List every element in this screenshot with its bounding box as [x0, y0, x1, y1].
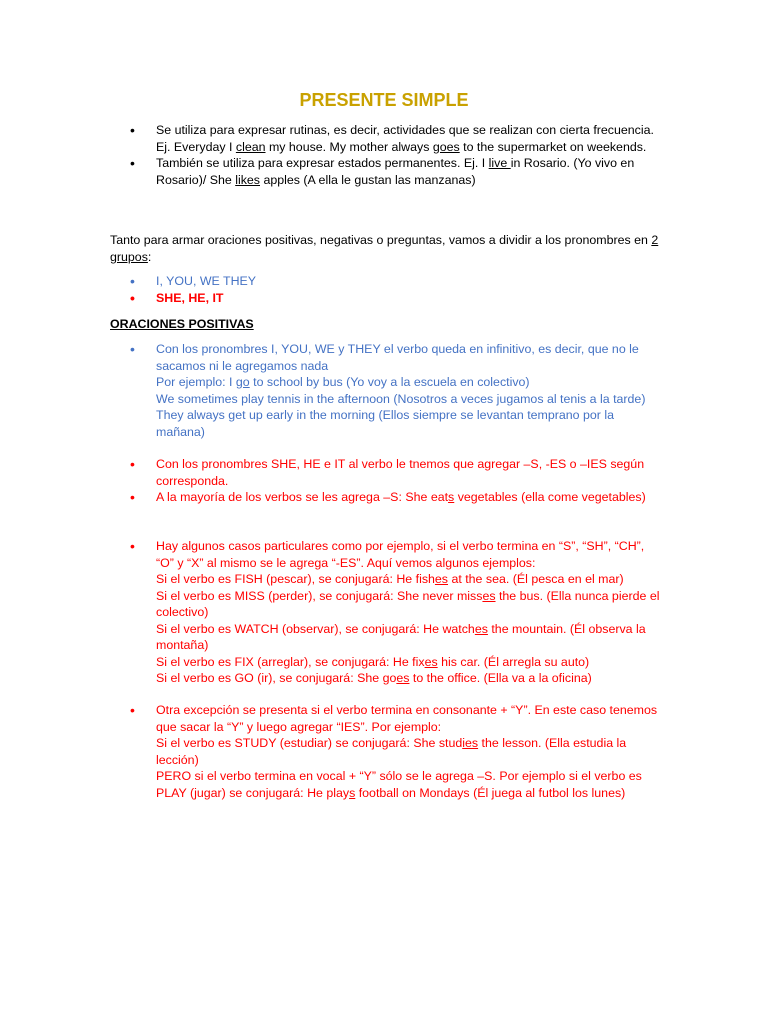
group-item-2: • SHE, HE, IT [130, 290, 665, 307]
list-item: • Otra excepción se presenta si el verbo termina en consonante + “Y”. En este caso tenemos que sacar la “Y” y luego agregar “IES”. Por ejemplo: Si el verbo es STUDY (estudiar) se conjugará: She studies the lesson. (Ella estudia la lección) PERO si el verbo termina en vocal + “Y” sólo se le agrega –S. Por ejemplo si el verbo es PLAY (jugar) se conjugará: He plays football on Mondays (Él juega al futbol los lunes) [130, 702, 665, 801]
list-item: • Con los pronombres SHE, HE e IT al verbo le tnemos que agregar –S, -ES o –IES según corresponda. [130, 456, 665, 489]
groups-list [130, 273, 665, 306]
positivas-red-list [130, 456, 665, 506]
list-item: • Se utiliza para expresar rutinas, es decir, actividades que se realizan con cierta frecuencia. Ej. Everyday I clean my house. My mother always goes to the supermarket on weekends. [130, 122, 665, 155]
intro-list [130, 122, 665, 188]
list-item: • Con los pronombres I, YOU, WE y THEY el verbo queda en infinitivo, es decir, que no le sacamos ni le agregamos nada Por ejemplo: I go to school by bus (Yo voy a la escuela en colectivo) We sometimes play tennis in the afternoon (Nosotros a veces jugamos al tenis a la tarde) They always get up early in the morning (Ellos siempre se levantan temprano por la mañana) [130, 341, 665, 440]
list-item: • A la mayoría de los verbos se les agrega –S: She eats vegetables (ella come vegetables) [130, 489, 665, 506]
section-heading: ORACIONES POSITIVAS [110, 317, 254, 331]
page-title: PRESENTE SIMPLE [299, 90, 469, 110]
positivas-blue-list [130, 341, 665, 440]
ies-rules-list [130, 702, 665, 801]
groups-intro: Tanto para armar oraciones positivas, negativas o preguntas, vamos a dividir a los pronombres en 2 grupos: [110, 233, 659, 264]
group-item-1: • I, YOU, WE THEY [130, 273, 665, 290]
list-item: • Hay algunos casos particulares como por ejemplo, si el verbo termina en “S”, “SH”, “CH”, “O” y “X” al mismo se le agrega “-ES”. Aquí vemos algunos ejemplos: Si el verbo es FISH (pescar), se conjugará: He fishes at the sea. (Él pesca en el mar) Si el verbo es MISS (perder), se conjugará: She never misses the bus. (Ella nunca pierde el colectivo) Si el verbo es WATCH (observar), se conjugará: He watches the mountain. (Él observa la montaña) Si el verbo es FIX (arreglar), se conjugará: He fixes his car. (Él arregla su auto) Si el verbo es GO (ir), se conjugará: She goes to the office. (Ella va a la oficina) [130, 538, 665, 687]
list-item: • También se utiliza para expresar estados permanentes. Ej. I live in Rosario. (Yo vivo en Rosario)/ She likes apples (A ella le gustan las manzanas) [130, 155, 665, 188]
es-rules-list [130, 538, 665, 687]
